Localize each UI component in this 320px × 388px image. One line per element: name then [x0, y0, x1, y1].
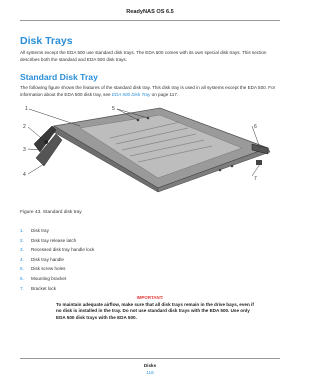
- list-item-number: 5.: [20, 266, 24, 272]
- list-item-number: 7.: [20, 285, 24, 291]
- list-item-number: 3.: [20, 247, 24, 253]
- list-item: [20, 226, 94, 236]
- callout-4: 4: [23, 172, 26, 178]
- important-label: IMPORTANT:: [136, 295, 164, 300]
- footer-title: Disks: [143, 363, 157, 368]
- list-item-number: 6.: [20, 275, 24, 281]
- eda500-disk-tray-link[interactable]: EDA 500 Disk Tray: [111, 91, 151, 97]
- list-item: [20, 284, 94, 294]
- list-item-number: 2.: [20, 237, 24, 243]
- callout-5: 5: [112, 106, 115, 112]
- disk-tray-figure: [20, 104, 282, 200]
- page-number: 116: [146, 370, 154, 375]
- list-item-label: Disk screw holes: [31, 266, 66, 272]
- intro-text-end: on page 117.: [150, 91, 179, 97]
- list-item-label: Disk tray release latch: [31, 237, 77, 243]
- section-title: Disk Trays: [20, 35, 73, 47]
- list-item-label: Recessed disk tray handle lock: [31, 247, 95, 253]
- list-item: [20, 274, 94, 284]
- callout-3: 3: [23, 147, 26, 153]
- list-item-number: 4.: [20, 256, 24, 262]
- list-item-label: Mounting bracket: [31, 275, 67, 281]
- list-item: [20, 264, 94, 274]
- list-item: [20, 255, 94, 265]
- callout-2: 2: [23, 124, 26, 130]
- callout-7: 7: [254, 176, 257, 182]
- intro-text: The following figure shows the features of the standard disk tray. This disk tray is used in all systems except the EDA 500. For information about the EDA 500 disk tray, see: [20, 85, 276, 97]
- list-item: [20, 236, 94, 246]
- running-header: ReadyNAS OS 6.5: [126, 9, 174, 15]
- header-rule: [20, 20, 280, 21]
- section-intro: All systems except the EDA 500 use standard disk trays. The EDA 500 comes with its own special disk trays. This section describes both the standard and EDA 500 disk trays.: [20, 50, 267, 62]
- figure-caption: Figure 43. Standard disk tray: [20, 210, 82, 215]
- bracket-lock: [256, 160, 262, 165]
- disk-tray-illustration: [20, 104, 282, 200]
- feature-list: [20, 226, 94, 293]
- list-item-number: 1.: [20, 228, 24, 233]
- list-item: [20, 245, 94, 255]
- callout-6: 6: [254, 124, 257, 130]
- callout-1: 1: [25, 106, 28, 112]
- list-item-label: Disk tray handle: [31, 256, 64, 262]
- subsection-title: Standard Disk Tray: [20, 72, 98, 82]
- list-item-label: Disk tray: [31, 228, 49, 233]
- footer-rule: [20, 358, 280, 359]
- subsection-intro: [20, 85, 282, 98]
- important-note: To maintain adequate airflow, make sure that all disk trays remain in the drive bays, even if no disk is installed in the tray. Do not use standard disk trays with the EDA 500. Use only EDA 500 disk trays with the EDA 500.: [56, 302, 254, 320]
- list-item-label: Bracket lock: [31, 285, 57, 291]
